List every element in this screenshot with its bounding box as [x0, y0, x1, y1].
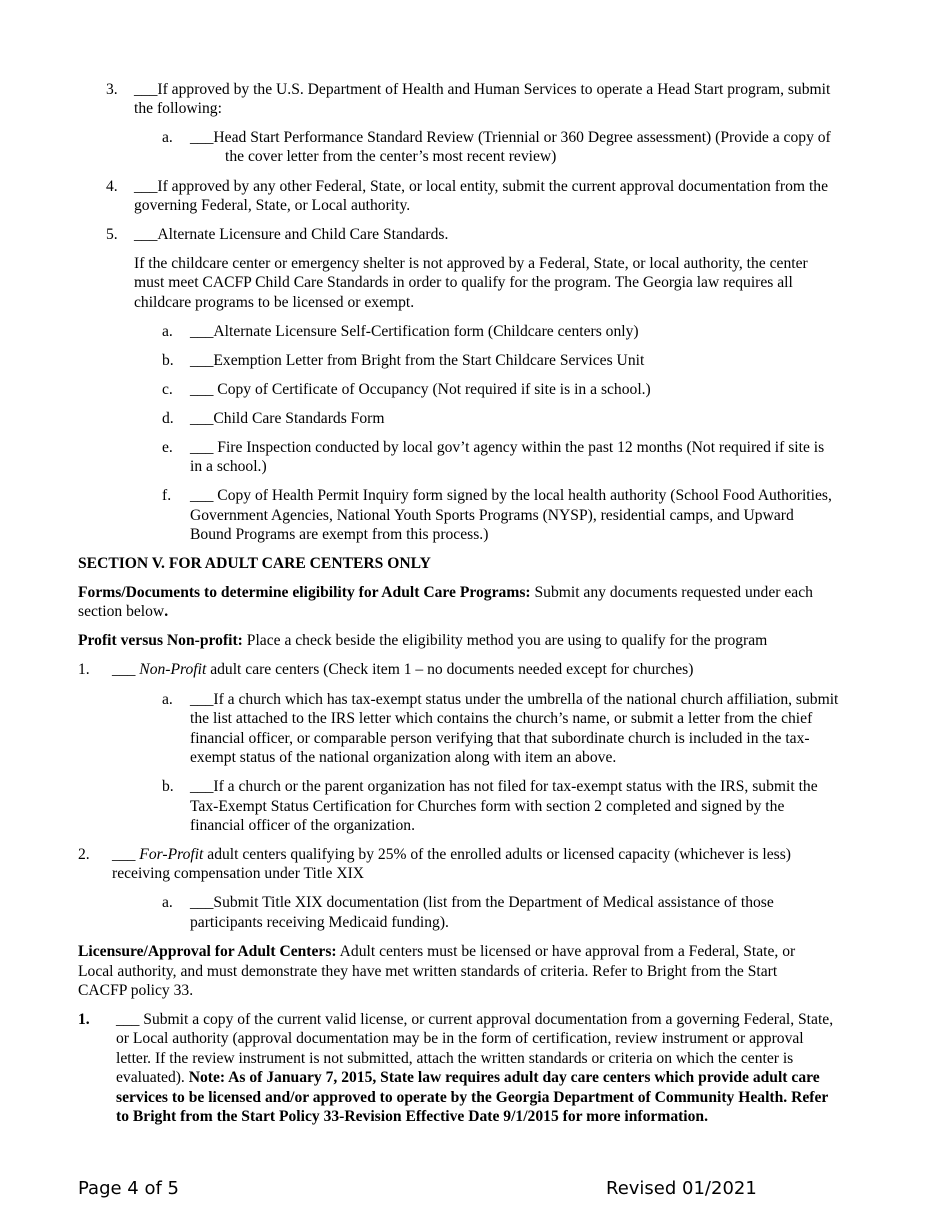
paragraph-line: must meet CACFP Child Care Standards in order to qualify for the program. The Georgia law requires all	[134, 274, 793, 291]
sub-item-text: ___If a church or the parent organization has not filed for tax-exempt status with the IRS, submit the	[190, 778, 818, 795]
item-text: adult care centers (Check item 1 – no documents needed except for churches)	[206, 661, 694, 678]
profit-text: Place a check beside the eligibility method you are using to qualify for the program	[242, 632, 768, 649]
forms-label: Forms/Documents to determine eligibility for Adult Care Programs:	[78, 584, 531, 601]
item-number: 2.	[78, 846, 90, 863]
profit-label: Profit versus Non-profit:	[78, 632, 243, 649]
checkbox-blank: ___	[112, 846, 140, 863]
lic-item-text	[116, 1068, 820, 1088]
sub-item-text: ___ Copy of Health Permit Inquiry form signed by the local health authority (School Food Authorities,	[190, 487, 832, 504]
forms-period: .	[164, 603, 169, 620]
sub-item-text: ___Child Care Standards Form	[190, 410, 385, 427]
item-number: 4.	[106, 178, 118, 195]
sub-item-letter: a.	[162, 894, 173, 911]
sub-item-text: financial officer, or comparable person verifying that that subordinate church is included in the tax-	[190, 730, 810, 747]
sub-item-letter: a.	[162, 323, 173, 340]
item-text-line	[112, 845, 791, 865]
paragraph-line: childcare programs to be licensed or exempt.	[134, 294, 415, 311]
lic-item-note: Note: As of January 7, 2015, State law requires adult day care centers which provide adult care	[188, 1069, 820, 1086]
sub-item-letter: d.	[162, 410, 174, 427]
sub-item-text: Tax-Exempt Status Certification for Churches form with section 2 completed and signed by the	[190, 798, 785, 815]
lic-item-text: or Local authority (approval documentation may be in the form of certification, review instrument or approval	[116, 1030, 804, 1047]
sub-item-text: exempt status of the national organization along with item an above.	[190, 749, 617, 766]
licensure-text: Adult centers must be licensed or have approval from a Federal, State, or	[336, 943, 796, 960]
sub-item-text: ___ Copy of Certificate of Occupancy (Not required if site is in a school.)	[190, 381, 651, 398]
item-text-line	[112, 660, 693, 680]
forms-paragraph-line	[78, 602, 168, 622]
forms-text: Submit any documents requested under each	[530, 584, 813, 601]
lic-item-text: ___ Submit a copy of the current valid license, or current approval documentation from a governing Federal, State,	[116, 1011, 834, 1028]
lic-item-note: services to be licensed and/or approved to operate by the Georgia Department of Community Health. Refer	[116, 1089, 829, 1106]
sub-item-letter: b.	[162, 352, 174, 369]
licensure-line: CACFP policy 33.	[78, 982, 194, 999]
lic-item-note: to Bright from the Start Policy 33-Revision Effective Date 9/1/2015 for more information.	[116, 1108, 709, 1125]
item-number: 5.	[106, 226, 118, 243]
sub-item-letter: a.	[162, 691, 173, 708]
profit-paragraph	[78, 631, 767, 651]
sub-item-text: ___Submit Title XIX documentation (list from the Department of Medical assistance of those	[190, 894, 774, 911]
item-emphasis: For-Profit	[139, 846, 204, 863]
forms-text: section below	[78, 603, 165, 620]
sub-item-letter: c.	[162, 381, 173, 398]
sub-item-text: Government Agencies, National Youth Sports Programs (NYSP), residential camps, and Upward	[190, 507, 794, 524]
item-number: 1.	[78, 661, 90, 678]
sub-item-text: the cover letter from the center’s most recent review)	[225, 148, 557, 165]
sub-item-text: participants receiving Medicaid funding).	[190, 914, 449, 931]
section-heading: SECTION V. FOR ADULT CARE CENTERS ONLY	[78, 555, 431, 572]
lic-item-text: letter. If the review instrument is not submitted, attach the written standards or criteria on which the center is	[116, 1050, 794, 1067]
sub-item-text: the list attached to the IRS letter which contains the church’s name, or submit a letter from the chief	[190, 710, 813, 727]
item-text: adult centers qualifying by 25% of the enrolled adults or licensed capacity (whichever is less)	[203, 846, 791, 863]
revision-date: Revised 01/2021	[606, 1178, 757, 1199]
checkbox-blank: ___	[112, 661, 140, 678]
item-text-line: receiving compensation under Title XIX	[112, 865, 365, 882]
sub-item-text: ___ Fire Inspection conducted by local gov’t agency within the past 12 months (Not required if site is	[190, 439, 825, 456]
sub-item-text: ___Exemption Letter from Bright from the Start Childcare Services Unit	[190, 352, 645, 369]
lic-item-plain: evaluated).	[116, 1069, 189, 1086]
sub-item-text: Bound Programs are exempt from this process.)	[190, 526, 489, 543]
item-emphasis: Non-Profit	[139, 661, 207, 678]
item-text-line: ___If approved by any other Federal, State, or local entity, submit the current approval documentation from the	[134, 178, 828, 195]
sub-item-text: ___Alternate Licensure Self-Certification form (Childcare centers only)	[190, 323, 639, 340]
forms-paragraph	[78, 583, 813, 603]
sub-item-letter: f.	[162, 487, 172, 504]
sub-item-letter: b.	[162, 778, 174, 795]
sub-item-letter: e.	[162, 439, 173, 456]
sub-item-text: ___If a church which has tax-exempt status under the umbrella of the national church affiliation, submit	[190, 691, 839, 708]
licensure-paragraph	[78, 942, 795, 962]
sub-item-letter: a.	[162, 129, 173, 146]
sub-item-text: in a school.)	[190, 458, 267, 475]
page-number: Page 4 of 5	[78, 1178, 179, 1199]
item-text-line: governing Federal, State, or Local authority.	[134, 197, 411, 214]
licensure-line: Local authority, and must demonstrate they have met written standards of criteria. Refer to Bright from the Start	[78, 963, 778, 980]
item-number: 3.	[106, 81, 118, 98]
sub-item-text: ___Head Start Performance Standard Review (Triennial or 360 Degree assessment) (Provide a copy of	[190, 129, 831, 146]
item-text-line: ___Alternate Licensure and Child Care Standards.	[134, 226, 449, 243]
paragraph-line: If the childcare center or emergency shelter is not approved by a Federal, State, or local authority, the center	[134, 255, 808, 272]
item-text-line: the following:	[134, 100, 222, 117]
licensure-label: Licensure/Approval for Adult Centers:	[78, 943, 337, 960]
item-number: 1.	[78, 1011, 90, 1028]
item-text-line: ___If approved by the U.S. Department of Health and Human Services to operate a Head Start program, submit	[134, 81, 831, 98]
sub-item-text: financial officer of the organization.	[190, 817, 416, 834]
